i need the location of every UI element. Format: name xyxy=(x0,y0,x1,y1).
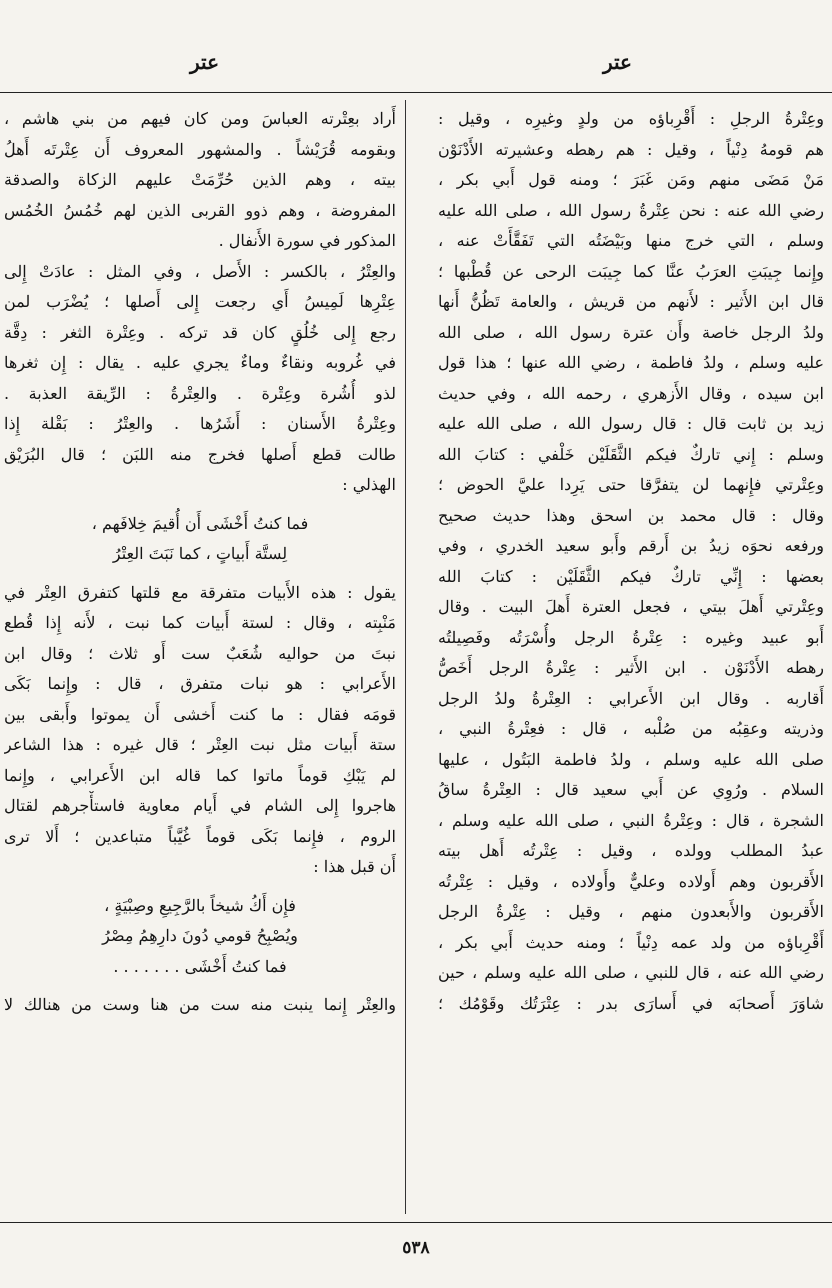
text-line: وعِتْرتي فإِنهما لن يتفرَّقا حتى يَرِدا عليَّ الحوض ؛ xyxy=(438,475,824,494)
text-line: هم قومهُ دِنْياً ، وقيل : هم رهطه وعشيرته الأَدْنَوْن xyxy=(438,139,824,159)
text-line: وبقومه قُرَيْشاً . والمشهور المعروف أَن عِتْرتَه أَهلُ xyxy=(4,139,396,159)
spacer xyxy=(4,501,396,509)
text-line: لذو أُشُرة وعِتْرة . والعِتْرةُ : الرِّيقة العذبة . xyxy=(4,383,396,403)
text-line: ولدُ الرجل خاصة وأَن عترة رسول الله ، صلى الله xyxy=(438,322,824,342)
text-line: والعِتْر إِنما ينبت منه ست من هنا وست من هنالك لا xyxy=(4,995,396,1014)
text-line: قال ابن الأَثير : لأَنهم من قريش ، والعامة تَظُنُّ أَنها xyxy=(438,292,824,311)
text-line: قومَه فقال : ما كنت أَخشى أَن يموتوا وأَبقى بين xyxy=(4,704,396,724)
text-line: عبدُ المطلب وولده ، وقيل : عِتْرتُه أَهل بيته xyxy=(438,841,824,860)
text-line: ستة أَبيات مثل نبت العِتْر ؛ قال غيره : هذا الشاعر xyxy=(4,735,396,754)
text-line: لم يَبْكِ قوماً ماتوا كما قاله ابن الأَعرابي ، وإِنما xyxy=(4,765,396,785)
bottom-rule xyxy=(0,1222,832,1223)
text-line: أَقْرِباؤه من ولد عمه دِنْياً ؛ ومنه حديث أَبي بكر ، xyxy=(438,932,824,952)
text-line: وعِتْرةُ الرجلِ : أَقْرِباؤه من ولدٍ وغيرِه ، وقيل : xyxy=(438,109,824,128)
text-line: وذريته وعقِبُه من صُلْبه ، قال : فعِتْرةُ النبي ، xyxy=(438,719,824,738)
text-line: رضي الله عنه : نحن عِتْرةُ رسول الله ، صلى الله عليه xyxy=(438,200,824,220)
page-number: ٥٣٨ xyxy=(402,1238,430,1258)
text-line: مَنْ مَضَى منهم ومَن غَبَرَ ؛ ومنه قول أَبي بكر ، xyxy=(438,170,824,189)
text-line: عِتْرِها لَمِيسُ أَي رجعت إِلى أَصلها ؛ يُضْرَب لمن xyxy=(4,292,396,311)
text-line: ورفعه نحوَه زيدُ بن أَرقم وأَبو سعيد الخدري ، وفي xyxy=(438,536,824,555)
verse-line: فما كنتُ أَخْشَى أَن أُقيمَ خِلافَهم ، xyxy=(91,513,309,533)
text-line: وسلم ، التي خرج منها وبَيْضَتُه التي تَفَقَّأَتْ عنه ، xyxy=(438,231,824,250)
text-line: رضي الله عنه ، قال للنبي ، صلى الله عليه وسلم ، حين xyxy=(438,963,824,982)
text-line: الهذلي : xyxy=(342,475,396,494)
text-line: بعضها : إِنِّي تاركٌ فيكم الثَّقَلَيْن : كتابَ الله xyxy=(438,566,824,586)
text-line: والعِتْرُ ، بالكسر : الأَصل ، وفي المثل : عادَتْ إِلى xyxy=(4,261,396,281)
text-line: السلام . ورُوِي عن أَبي سعيد قال : العِتْرةُ ساقُ xyxy=(438,780,824,799)
text-line: بيته ، وهم الذين حُرِّمَتْ عليهم الزكاة والصدقة xyxy=(4,170,396,189)
text-line: هاجروا إِلى الشام في أَيام معاوية فاستأْجرهم لقتال xyxy=(4,796,396,815)
text-line: عليه وسلم ، ولدُ فاطمة ، رضي الله عنها ؛ هذا قول xyxy=(438,353,824,372)
text-line: أَن قبل هذا : xyxy=(313,857,396,876)
text-line: ابن سيده ، وقال الأَزهري ، رحمه الله ، وفي حديث xyxy=(438,383,824,403)
header-word-left: عتر xyxy=(190,50,220,74)
verse-line: فإِن أَكُ شيخاً بالرَّجِيعِ وصِبْيَةٍ ، xyxy=(104,895,296,915)
text-line: صلى الله عليه وسلم ، ولدُ فاطمة البَتُول ، عليها xyxy=(438,749,824,769)
text-line: طالت قطع أَصلها فخرج منه اللبَن ؛ قال البُرَيْق xyxy=(4,444,396,464)
text-line: مَنْبِته ، وقال : لستة أَبيات كما نبت ، لأَنه إِذا قُطع xyxy=(4,613,396,632)
text-line: في غُروبه ونقاءٌ وماءٌ يجري عليه . يقال : إِن ثغرها xyxy=(4,353,396,372)
verse-line: لِستَّة أَبياتٍ ، كما نَبَتَ العِتْرُ xyxy=(112,544,288,563)
text-line: أَراد بعِتْرته العباسَ ومن كان فيهم من بني هاشم ، xyxy=(4,109,396,128)
spacer xyxy=(4,883,396,891)
text-line: وعِتْرتي أَهلَ بيتي ، فجعل العترة أَهلَ البيت . وقال xyxy=(438,597,824,616)
text-line: نبتَ من حواليه شُعَبٌ ست أَو ثلاث ؛ وقال ابن xyxy=(4,643,396,663)
header-word-right: عتر xyxy=(602,50,632,74)
text-line: الأَقربون والأَبعدون منهم ، وقيل : عِتْرةُ الرجل xyxy=(438,902,824,921)
text-line: وإِنما جِيبَتِ العرَبُ عنَّا كما جِيبَت الرحى عن قُطْبها ؛ xyxy=(438,261,824,281)
text-line: الأَعرابي : هو نبات متفرق ، قال : وإِنما بَكَى xyxy=(4,674,396,693)
text-line: وعِتْرةُ الأَسنان : أَشَرُها . والعِتْرُ : بَقْلة إِذا xyxy=(4,414,396,433)
text-line: يقول : هذه الأَبيات متفرقة مع قلتها كتفرق العِتْر في xyxy=(4,582,396,602)
column-divider xyxy=(405,100,406,1214)
text-line: أَقاربه . وقال ابن الأَعرابي : العِتْرةُ ولدُ الرجل xyxy=(438,688,824,708)
text-line: أَبو عبيد وغيره : عِتْرةُ الرجل وأُسْرَتُه وفَصِيلتُه xyxy=(438,627,824,647)
text-line: زيد بن ثابت قال : قال رسول الله ، صلى الله عليه xyxy=(438,414,824,433)
left-column xyxy=(4,104,396,1216)
spacer xyxy=(4,982,396,990)
right-column xyxy=(438,104,824,1216)
text-line: رهطه الأَدْنَوْن . ابن الأَثير : عِتْرةُ الرجل أَخَصُّ xyxy=(438,658,824,677)
text-line: وسلم : إِني تاركٌ فيكم الثَّقَلَيْن خَلْفي : كتابَ الله xyxy=(438,444,824,464)
verse-line: ويُصْبِحُ قومي دُونَ دارِهِمُ مِصْرُ xyxy=(102,926,298,945)
text-line: الشجرة ، قال : وعِتْرةُ النبي ، صلى الله عليه وسلم ، xyxy=(438,810,824,830)
text-line: وقال : قال محمد بن اسحق وهذا حديث صحيح xyxy=(438,505,824,525)
text-line: المذكور في سورة الأَنفال . xyxy=(218,231,396,250)
text-line: الروم ، فإِنما بَكَى قوماً غُيَّباً متباعدين ؛ أَلا ترى xyxy=(4,826,396,846)
text-line: المفروضة ، وهم ذوو القربى الذين لهم خُمُسُ الخُمُس xyxy=(4,200,396,220)
spacer xyxy=(4,570,396,578)
verse-line: فما كنتُ أَخْشَى . . . . . . . xyxy=(113,956,287,976)
text-line: رجع إِلى خُلُقٍ كان قد تركه . وعِتْرة الثغر : دِقَّة xyxy=(4,322,396,342)
top-rule xyxy=(0,92,832,93)
text-line: شاوَرَ أَصحابَه في أَسارَى بدر : عِتْرَتُك وقَوْمُك ؛ xyxy=(438,993,824,1013)
text-line: الأَقربون وهم أَولاده وعليٌّ وأَولاده ، وقيل : عِتْرتُه xyxy=(438,871,824,891)
